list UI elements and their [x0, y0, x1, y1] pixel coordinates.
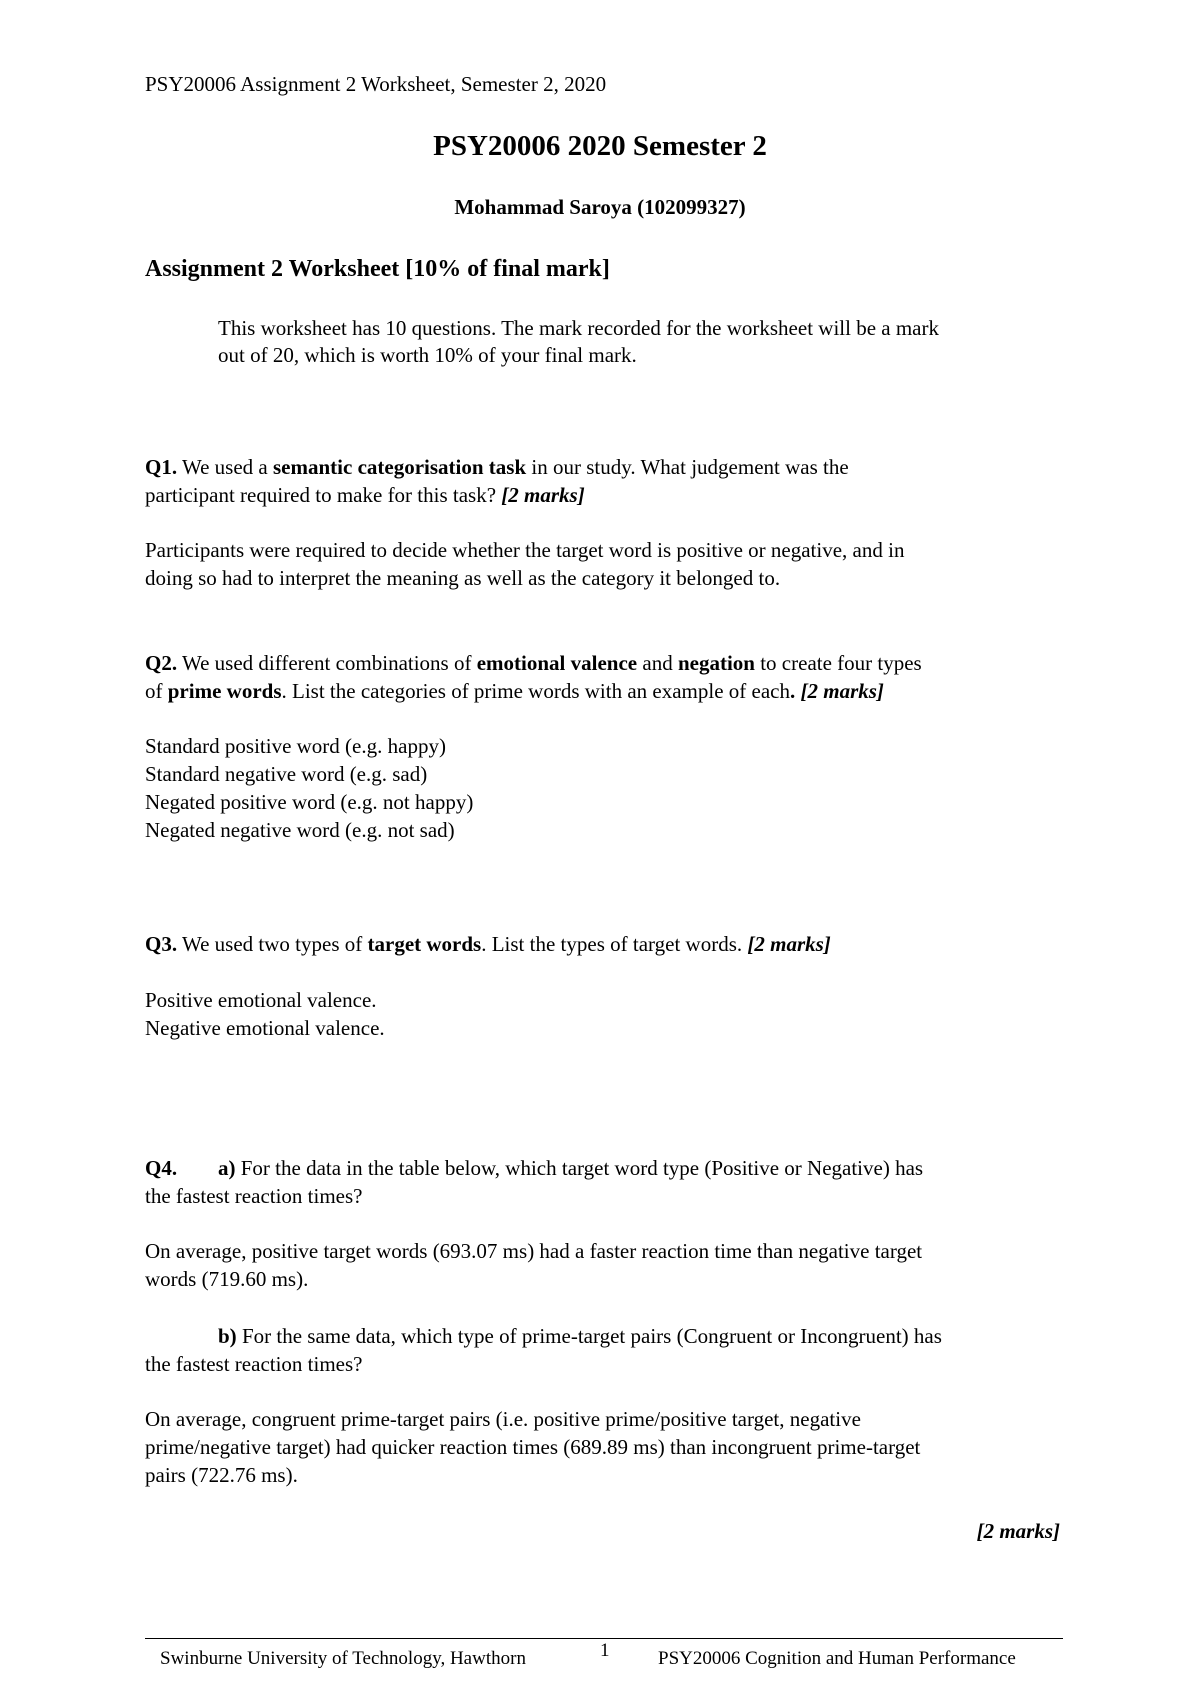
q1-label: Q1.: [145, 455, 178, 479]
q4b-answer-line-3: pairs (722.76 ms).: [145, 1463, 298, 1487]
q4b-answer-line-1: On average, congruent prime-target pairs (i.e. positive prime/positive target, negative: [145, 1407, 861, 1431]
q2-answer-1: Standard positive word (e.g. happy): [145, 734, 446, 758]
q3-question-line-1: Q3. We used two types of target words. List the types of target words. [2 marks]: [145, 932, 831, 956]
q2-answer-2: Standard negative word (e.g. sad): [145, 762, 428, 786]
q2-marks: [2 marks]: [800, 679, 884, 703]
q3-answer-1: Positive emotional valence.: [145, 988, 377, 1012]
q4-marks: [2 marks]: [976, 1519, 1060, 1543]
q4a-answer-line-2: words (719.60 ms).: [145, 1267, 309, 1291]
footer-unit: PSY20006 Cognition and Human Performance: [658, 1648, 1016, 1669]
q4a-question-line-2: the fastest reaction times?: [145, 1184, 363, 1208]
q4a-question-line-1: a) For the data in the table below, which target word type (Positive or Negative) has: [218, 1156, 924, 1180]
q2-question-line-1: Q2. We used different combinations of emotional valence and negation to create four types: [145, 651, 922, 675]
q3-answer-2: Negative emotional valence.: [145, 1016, 385, 1040]
q4b-question-line-1: b) For the same data, which type of prime-target pairs (Congruent or Incongruent) has: [218, 1324, 942, 1348]
q4b-answer-line-2: prime/negative target) had quicker reaction times (689.89 ms) than incongruent prime-target: [145, 1435, 921, 1459]
footer-divider: [145, 1638, 1063, 1639]
q2-label: Q2.: [145, 651, 178, 675]
q4b-question-line-2: the fastest reaction times?: [145, 1352, 363, 1376]
intro-line-1: This worksheet has 10 questions. The mark recorded for the worksheet will be a mark: [218, 316, 939, 340]
q1-question-line-1: Q1. We used a semantic categorisation task in our study. What judgement was the: [145, 455, 849, 479]
section-heading: Assignment 2 Worksheet [10% of final mark]: [145, 256, 610, 282]
page-number: 1: [600, 1640, 610, 1661]
q3-label: Q3.: [145, 932, 178, 956]
q4-label: Q4.: [145, 1156, 178, 1180]
q1-marks: [2 marks]: [501, 483, 585, 507]
footer-institution: Swinburne University of Technology, Hawthorn: [160, 1648, 526, 1669]
page-title: PSY20006 2020 Semester 2: [433, 130, 767, 162]
q4a-answer-line-1: On average, positive target words (693.07 ms) had a faster reaction time than negative target: [145, 1239, 923, 1263]
q4a-label: a): [218, 1156, 236, 1180]
q2-answer-4: Negated negative word (e.g. not sad): [145, 818, 455, 842]
q1-question-line-2: participant required to make for this task? [2 marks]: [145, 483, 585, 507]
q2-question-line-2: of prime words. List the categories of prime words with an example of each. [2 marks]: [145, 679, 884, 703]
q2-answer-3: Negated positive word (e.g. not happy): [145, 790, 474, 814]
q1-answer-line-2: doing so had to interpret the meaning as well as the category it belonged to.: [145, 566, 781, 590]
q4b-label: b): [218, 1324, 237, 1348]
running-header: PSY20006 Assignment 2 Worksheet, Semester 2, 2020: [145, 72, 607, 96]
intro-line-2: out of 20, which is worth 10% of your final mark.: [218, 343, 637, 367]
q1-answer-line-1: Participants were required to decide whether the target word is positive or negative, and in: [145, 538, 905, 562]
author-name: Mohammad Saroya (102099327): [454, 195, 746, 219]
q3-marks: [2 marks]: [747, 932, 831, 956]
